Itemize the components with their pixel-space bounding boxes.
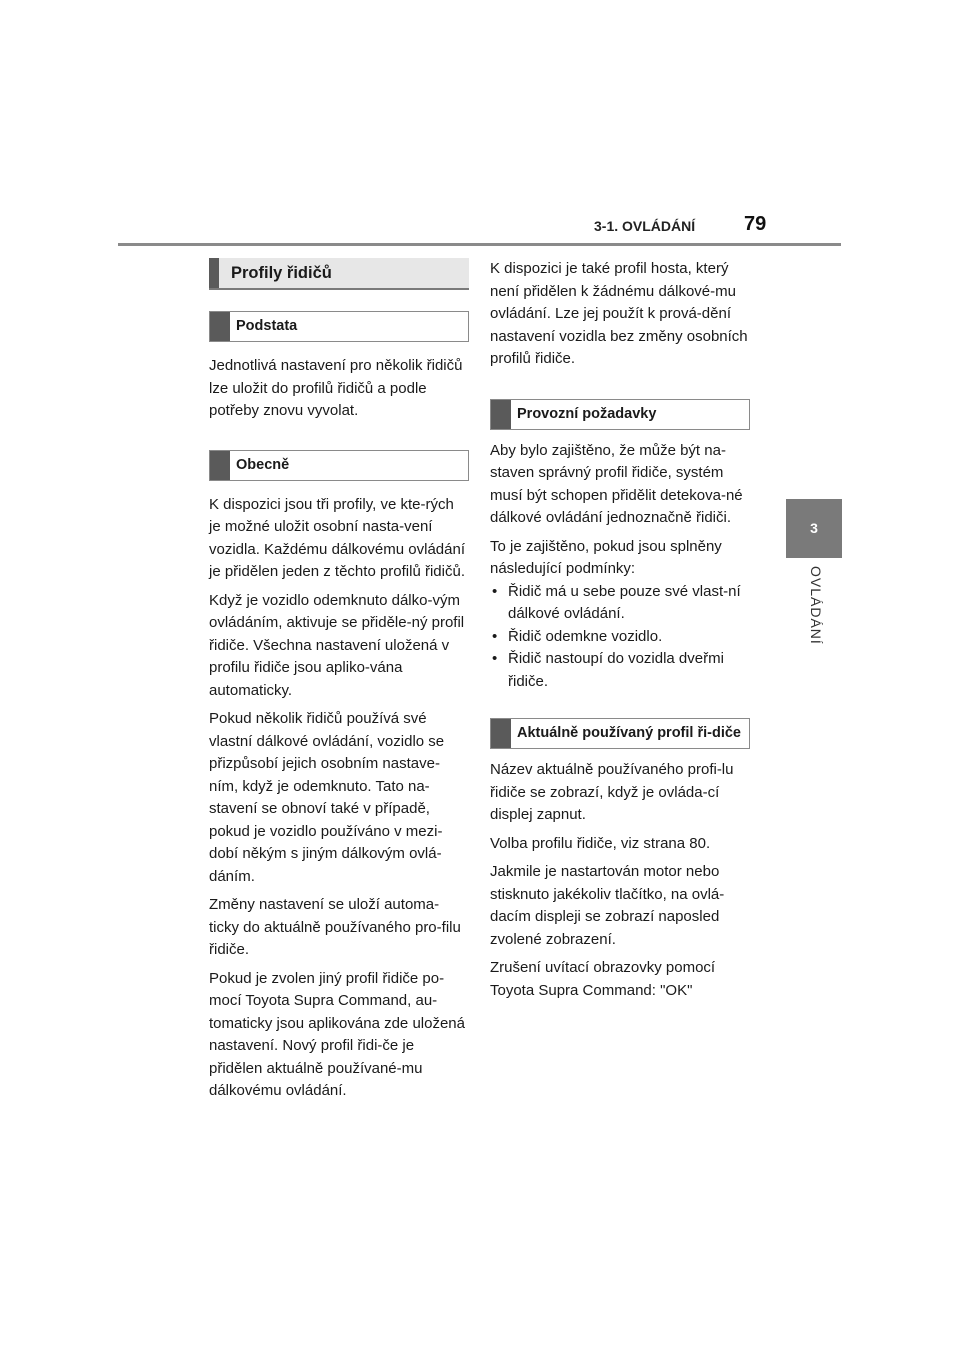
bullet-list xyxy=(490,581,750,694)
subheading-text: Podstata xyxy=(236,318,298,334)
left-column xyxy=(209,258,469,1103)
paragraph: Zrušení uvítací obrazovky pomocí Toyota Supra Command: "OK" xyxy=(490,959,716,999)
paragraph: Pokud několik řidičů používá své vlastní dálkové ovládání, vozidlo se přizpůsobí jejich osobním nastave-ním, když je odemknuto. Tato na-stavení se obnoví také v případě, pokud je vozidlo používáno v mezi-dobí někým s jiným dálkovým ovlá-dáním. xyxy=(209,710,445,885)
right-column xyxy=(490,258,750,1002)
subheading-marker xyxy=(491,719,511,748)
subheading-marker xyxy=(210,312,230,341)
paragraph: Když je vozidlo odemknuto dálko-vým ovládáním, aktivuje se přiděle-ný profil řidiče. Všechna nastavení uložená v profilu řidiče jsou apliko-vána automaticky. xyxy=(209,591,465,699)
paragraph: K dispozici jsou tři profily, ve kte-rých je možné uložit osobní nasta-vení vozidla. Každému dálkovému ovládání je přidělen jeden z těchto profilů řidičů. xyxy=(209,495,465,580)
subheading-marker xyxy=(210,451,230,480)
paragraph: Jakmile je nastartován motor nebo stisknuto jakékoliv tlačítko, na ovlá-dacím displeji se zobrazí naposled zvolené zobrazení. xyxy=(490,863,725,948)
heading-marker xyxy=(209,258,219,288)
chapter-label: OVLÁDÁNÍ xyxy=(808,566,824,645)
main-heading xyxy=(209,258,469,290)
subheading-text: Provozní požadavky xyxy=(517,405,657,422)
paragraph: Aby bylo zajištěno, že může být na-staven správný profil řidiče, systém musí být schopen přidělit detekova-né dálkové ovládání jednoznačně řidiči. xyxy=(490,441,743,526)
subheading-marker xyxy=(491,400,511,429)
main-heading-text: Profily řidičů xyxy=(231,263,332,282)
subheading-text: Obecně xyxy=(236,456,290,473)
paragraph: Pokud je zvolen jiný profil řidiče po-mocí Toyota Supra Command, au-tomaticky jsou aplikována zde uložená nastavení. Nový profil řidi-če je přidělen aktuálně používané-mu dálkovému ovládání. xyxy=(209,969,465,1099)
list-item: • Řidič nastoupí do vozidla dveřmi řidiče. xyxy=(490,648,750,693)
paragraph: Název aktuálně používaného profi-lu řidiče se zobrazí, když je ovláda-cí displej zapnut. xyxy=(490,761,734,823)
list-item: • Řidič odemkne vozidlo. xyxy=(490,626,750,649)
subheading-provozni-pozadavky xyxy=(490,399,750,430)
section-header: 3-1. OVLÁDÁNÍ xyxy=(594,218,696,234)
list-item: • Řidič má u sebe pouze své vlast-ní dálkové ovládání. xyxy=(490,581,750,626)
subheading-aktualne-pouzivany-profil xyxy=(490,718,750,749)
paragraph: Změny nastavení se uloží automa-ticky do aktuálně používaného pro-filu řidiče. xyxy=(209,896,461,958)
chapter-tab: 3 xyxy=(786,499,842,558)
subheading-podstata xyxy=(209,311,469,342)
header-rule xyxy=(118,243,841,246)
paragraph: Jednotlivá nastavení pro několik řidičů lze uložit do profilů řidičů a podle potřeby znovu vyvolat. xyxy=(209,357,463,419)
paragraph: To je zajištěno, pokud jsou splněny následující podmínky: xyxy=(490,537,722,577)
subheading-text: Aktuálně používaný profil ři-diče xyxy=(517,725,741,741)
page-number: 79 xyxy=(744,213,767,235)
paragraph: Volba profilu řidiče, viz strana 80. xyxy=(490,834,711,852)
paragraph: K dispozici je také profil hosta, který není přidělen k žádnému dálkové-mu ovládání. Lze jej použít k prová-dění nastavení vozidla bez změny osobních profilů řidiče. xyxy=(490,260,748,367)
subheading-obecne xyxy=(209,450,469,481)
